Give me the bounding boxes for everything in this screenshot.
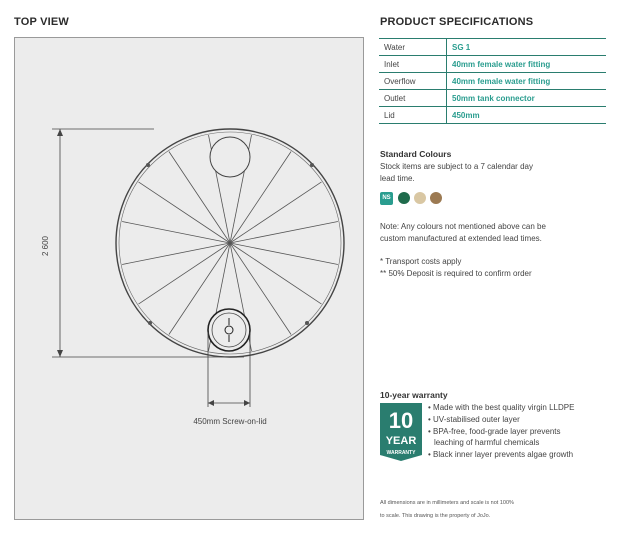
- spec-value: 450mm: [447, 107, 607, 124]
- spec-row: [379, 90, 606, 107]
- spec-row: [379, 73, 606, 90]
- warranty-item: • BPA-free, food-grade layer prevents: [428, 426, 574, 438]
- colour-swatch[interactable]: [398, 192, 410, 204]
- spec-row: [379, 39, 606, 56]
- inlet-circle: [210, 137, 250, 177]
- spec-key: Lid: [379, 107, 447, 124]
- top-view-title: TOP VIEW: [14, 16, 69, 28]
- lid: [208, 309, 250, 351]
- colours-note-line1: Note: Any colours not mentioned above can be: [380, 222, 546, 231]
- spec-value: 40mm female water fitting: [447, 56, 607, 73]
- spec-value: SG 1: [447, 39, 607, 56]
- spec-key: Outlet: [379, 90, 447, 107]
- colours-lead-time-line1: Stock items are subject to a 7 calendar day: [380, 162, 533, 171]
- deposit-note: ** 50% Deposit is required to confirm order: [380, 269, 532, 278]
- colours-note-line2: custom manufactured at extended lead times.: [380, 234, 542, 243]
- specs-title: PRODUCT SPECIFICATIONS: [380, 16, 534, 28]
- warranty-item: • Made with the best quality virgin LLDPE: [428, 402, 574, 414]
- footer-line1: All dimensions are in millimeters and scale is not 100%: [380, 500, 514, 506]
- colour-swatch[interactable]: [430, 192, 442, 204]
- lid-dimension-label: 450mm Screw-on-lid: [193, 417, 267, 426]
- specs-table: [379, 38, 606, 124]
- colours-lead-time-line2: lead time.: [380, 174, 415, 183]
- spec-value: 50mm tank connector: [447, 90, 607, 107]
- footer-line2: to scale. This drawing is the property of JoJo.: [380, 513, 491, 519]
- spec-key: Inlet: [379, 56, 447, 73]
- spec-row: [379, 107, 606, 124]
- warranty-badge: [380, 403, 422, 461]
- warranty-item-continuation: leaching of harmful chemicals: [434, 438, 540, 448]
- colours-title: Standard Colours: [380, 149, 452, 159]
- colour-swatch[interactable]: [414, 192, 426, 204]
- warranty-title: 10-year warranty: [380, 390, 448, 400]
- warranty-list: [428, 402, 574, 461]
- warranty-item: • Black inner layer prevents algae growth: [428, 449, 574, 461]
- badge-warranty-word: WARRANTY: [386, 450, 416, 456]
- tank-top-view-drawing: [14, 37, 364, 520]
- spec-key: Overflow: [379, 73, 447, 90]
- spec-value: 40mm female water fitting: [447, 73, 607, 90]
- transport-note: * Transport costs apply: [380, 257, 462, 266]
- ns-badge: NS: [380, 192, 393, 205]
- spec-row: [379, 56, 606, 73]
- badge-year: YEAR: [385, 435, 417, 447]
- warranty-item: • UV-stabilised outer layer: [428, 414, 574, 426]
- diameter-label: 2 600: [41, 235, 50, 257]
- spec-key: Water: [379, 39, 447, 56]
- badge-number: 10: [388, 408, 414, 433]
